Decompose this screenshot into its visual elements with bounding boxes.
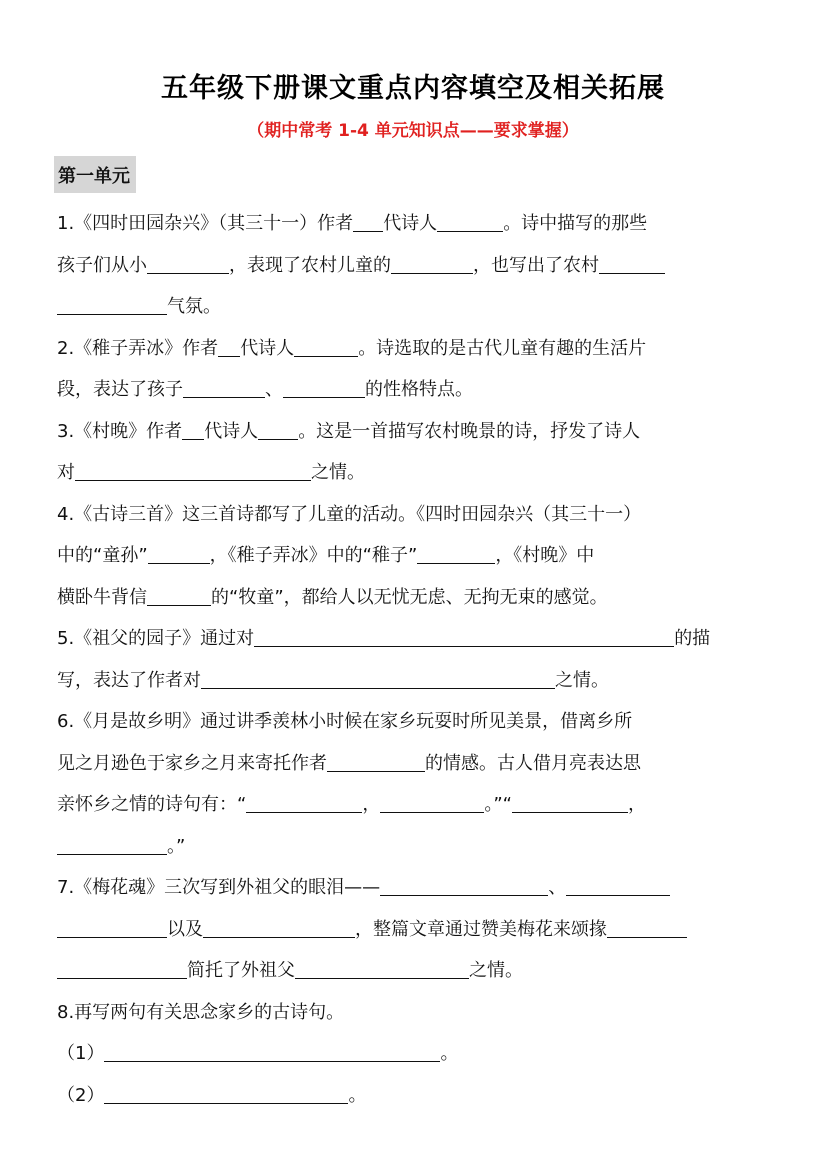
text: ，整篇文章通过赞美梅花来颂掾 — [355, 918, 607, 940]
text: 代诗人 — [204, 420, 259, 442]
blank[interactable] — [327, 751, 425, 772]
text: 。 — [440, 1043, 459, 1064]
question-1-line-2 — [57, 245, 773, 287]
blank[interactable] — [75, 460, 311, 481]
text: 。这是一首描写农村晚景的诗，抒发了诗人 — [298, 420, 641, 442]
blank[interactable] — [294, 336, 358, 357]
text: 的描 — [674, 628, 711, 649]
question-7-line-1 — [57, 867, 773, 909]
blank[interactable] — [437, 211, 503, 232]
text: 1.《四时田园杂兴》（其三十一）作者 — [57, 213, 354, 234]
text: 。”“ — [484, 794, 512, 815]
blank[interactable] — [203, 917, 355, 938]
text: 、 — [265, 379, 283, 400]
text: ，《村晚》中 — [495, 545, 595, 566]
text: 中的“童孙” — [57, 545, 148, 566]
text: ， — [362, 794, 381, 815]
text: 对 — [57, 462, 75, 483]
text: 代诗人 — [383, 213, 438, 234]
text: 见之月逊色于家乡之月来寄托作者 — [57, 752, 327, 774]
question-2-line-1 — [57, 328, 773, 370]
blank[interactable] — [183, 377, 265, 398]
blank[interactable] — [218, 336, 240, 357]
text: 。” — [167, 835, 186, 857]
text: 。 — [348, 1084, 367, 1106]
question-8-line-1 — [57, 992, 773, 1034]
blank[interactable] — [607, 917, 687, 938]
text: 气氛。 — [167, 296, 221, 317]
blank[interactable] — [258, 419, 298, 440]
blank[interactable] — [57, 834, 167, 855]
text: ，表现了农村儿童的 — [229, 254, 391, 276]
blank[interactable] — [380, 875, 548, 896]
text: 4.《古诗三首》这三首诗都写了儿童的活动。《四时田园杂兴（其三十一） — [57, 503, 642, 525]
question-6-line-3 — [57, 784, 773, 826]
text: 的情感。古人借月亮表达思 — [425, 752, 641, 774]
question-7-line-3 — [57, 950, 773, 992]
text: ， — [627, 794, 646, 815]
blank[interactable] — [295, 958, 469, 979]
blank[interactable] — [104, 1083, 348, 1104]
blank[interactable] — [417, 543, 495, 564]
blank[interactable] — [246, 792, 362, 813]
blank[interactable] — [512, 792, 628, 813]
blank[interactable] — [147, 585, 211, 606]
text: 横卧牛背信 — [57, 586, 147, 608]
text: 简托了外祖父 — [187, 960, 295, 981]
question-5-line-1 — [57, 618, 773, 660]
question-4-line-3 — [57, 577, 773, 619]
text: 的“牧童”，都给人以无忧无虑、无拘无束的感觉。 — [211, 586, 608, 608]
blank[interactable] — [104, 1041, 440, 1062]
page-title: 五年级下册课文重点内容填空及相关拓展 — [161, 73, 665, 104]
text: 的性格特点。 — [365, 379, 473, 400]
question-2-line-2 — [57, 369, 773, 411]
text: 。诗选取的是古代儿童有趣的生活片 — [358, 337, 647, 359]
question-1-line-3 — [57, 286, 773, 328]
text: 。诗中描写的那些 — [503, 213, 648, 234]
blank[interactable] — [566, 875, 670, 896]
page-subtitle: （期中常考 1-4 单元知识点——要求掌握） — [247, 121, 579, 141]
text: 之情。 — [555, 669, 609, 691]
question-7-line-2 — [57, 909, 773, 951]
text: 2.《稚子弄冰》作者 — [57, 337, 219, 359]
text: 写，表达了作者对 — [57, 669, 201, 691]
text: 段，表达了孩子 — [57, 379, 183, 400]
question-1-line-1 — [57, 203, 773, 245]
blank[interactable] — [599, 253, 665, 274]
blank[interactable] — [254, 626, 674, 647]
text: 5.《祖父的园子》通过对 — [57, 628, 255, 649]
question-6-line-4 — [57, 826, 773, 868]
question-4-line-2 — [57, 535, 773, 577]
unit-heading: 第一单元 — [54, 156, 136, 193]
blank[interactable] — [148, 543, 210, 564]
question-6-line-2 — [57, 743, 773, 785]
text: 7.《梅花魂》三次写到外祖父的眼泪—— — [57, 877, 381, 898]
text: ，也写出了农村 — [473, 254, 599, 276]
question-3-line-2 — [57, 452, 773, 494]
question-list — [57, 203, 773, 1116]
text: 孩子们从小 — [57, 254, 147, 276]
text: 3.《村晚》作者 — [57, 420, 183, 442]
blank[interactable] — [283, 377, 365, 398]
text: （1） — [57, 1043, 105, 1064]
blank[interactable] — [147, 253, 229, 274]
text: 以及 — [167, 918, 203, 940]
blank[interactable] — [201, 668, 555, 689]
text: 8.再写两句有关思念家乡的古诗句。 — [57, 1001, 345, 1023]
blank[interactable] — [182, 419, 204, 440]
question-5-line-2 — [57, 660, 773, 702]
blank[interactable] — [57, 294, 167, 315]
blank[interactable] — [391, 253, 473, 274]
question-8-line-2 — [57, 1033, 773, 1075]
blank[interactable] — [57, 917, 167, 938]
question-8-line-3 — [57, 1075, 773, 1117]
text: ，《稚子弄冰》中的“稚子” — [209, 545, 418, 566]
text: 亲怀乡之情的诗句有：“ — [57, 794, 247, 815]
text: （2） — [57, 1084, 105, 1106]
text: 之情。 — [469, 960, 523, 981]
question-4-line-1 — [57, 494, 773, 536]
text: 代诗人 — [240, 337, 295, 359]
text: 、 — [548, 877, 567, 898]
blank[interactable] — [57, 958, 187, 979]
text: 之情。 — [311, 462, 365, 483]
blank[interactable] — [353, 211, 383, 232]
question-6-line-1 — [57, 701, 773, 743]
question-3-line-1 — [57, 411, 773, 453]
text: 6.《月是故乡明》通过讲季羡林小时候在家乡玩耍时所见美景，借离乡所 — [57, 711, 633, 732]
blank[interactable] — [380, 792, 484, 813]
